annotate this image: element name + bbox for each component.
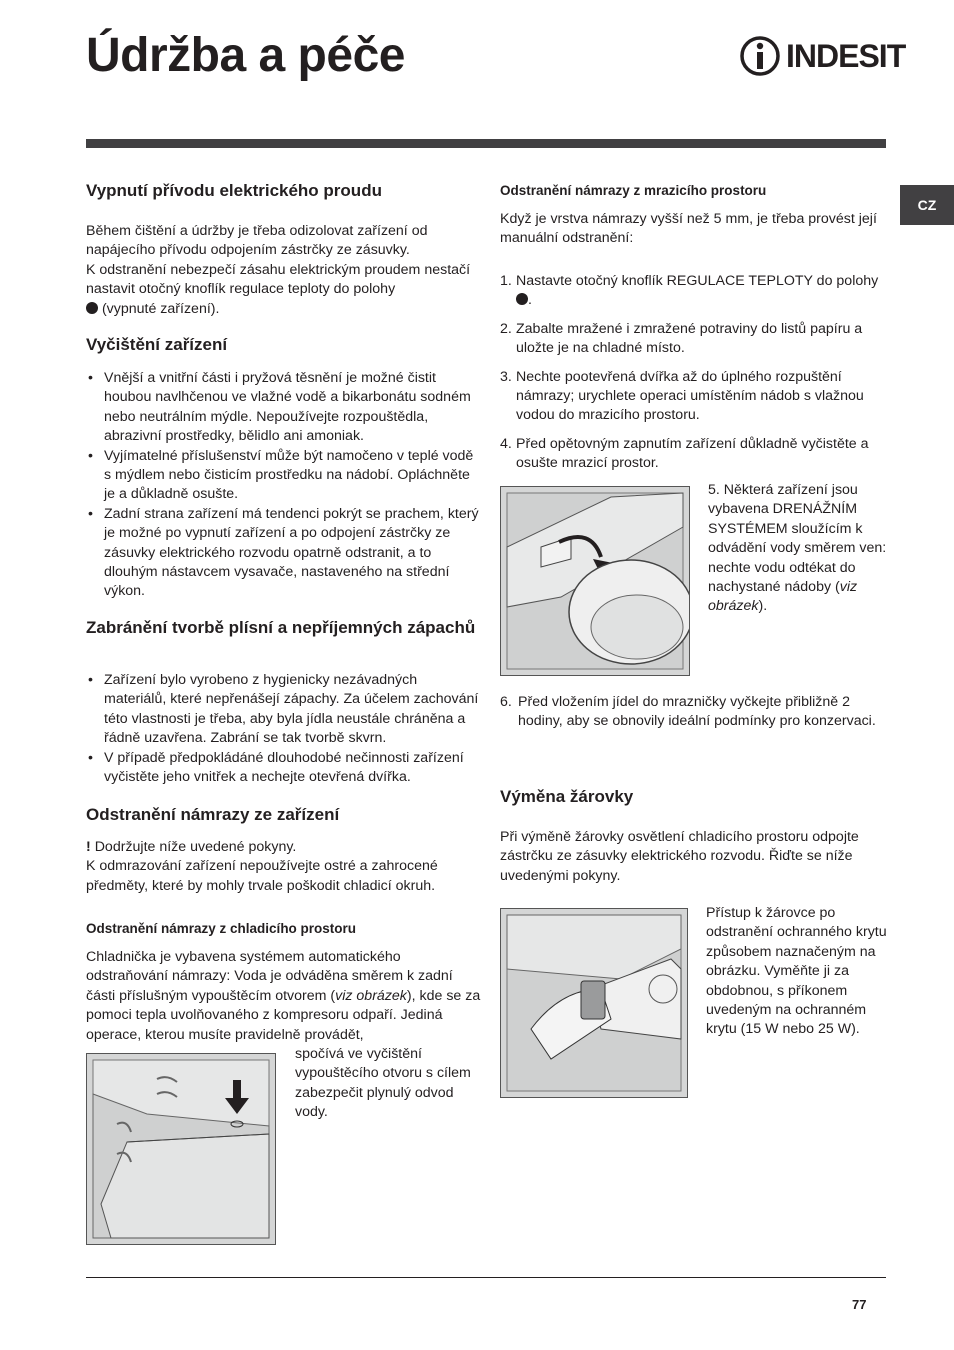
fridge-defrost-side-text: spočívá ve vyčištění vypouštěcího otvoru s cílem zabezpečit plynulý odvod vody. — [295, 1046, 471, 1121]
step-text: Nechte pootevřená dvířka až do úplného rozpuštění námrazy; urychlete operaci umístěním nádob s vlažnou vodou do mrazicího prostoru. — [516, 368, 864, 424]
step-number: 3. — [500, 368, 512, 385]
list-item — [500, 435, 890, 474]
section-heading-freezer-defrost: Odstranění námrazy z mrazicího prostoru — [500, 183, 767, 198]
list-item — [500, 320, 890, 359]
section-heading-mold-prevention: Zabránění tvorbě plísní a nepříjemných zápachů — [86, 618, 476, 637]
section-heading-cleaning: Vyčištění zařízení — [86, 335, 228, 354]
fridge-defrost-see-figure: viz obrázek — [335, 987, 407, 1004]
list-item — [500, 693, 890, 732]
section-heading-fridge-defrost: Odstranění námrazy z chladicího prostoru — [86, 921, 357, 936]
list-item: • Zadní strana zařízení má tendenci pokrýt se prachem, který je možné po vypnutí zařízení a po odpojení zástrčky ze zásuvky elektrického rozvodu opatrně odstranit, a to dlouhým nástavcem vysavače, nastaveného na střední výkon. — [86, 505, 481, 602]
list-item: • V případě předpokládáné dlouhodobé nečinnosti zařízení vyčistěte jeho vnitřek a nechejte otevřená dvířka. — [86, 749, 481, 788]
freezer-drain-illustration — [500, 486, 690, 676]
power-off-paragraph-2-text: K odstranění nebezpečí zásahu elektrickým proudem nestačí nastavit otočný knoflík regulace teploty do polohy — [86, 261, 471, 298]
step-text: Před opětovným zapnutím zařízení důkladně vyčistěte a osušte mrazicí prostor. — [516, 435, 869, 472]
step-text: Zabalte mražené i zmražené potraviny do listů papíru a uložte je na chladné místo. — [516, 320, 863, 357]
list-item: • Vyjímatelné příslušenství může být namočeno v teplé vodě s mýdlem nebo čisticím prostředku na nádobí. Opláchněte je a důkladně osušte. — [86, 447, 481, 505]
power-off-text — [86, 222, 481, 319]
fridge-drain-hole-illustration — [86, 1053, 276, 1245]
step-number: 2. — [500, 320, 512, 337]
footer-divider — [86, 1277, 886, 1278]
list-item: • Zařízení bylo vyrobeno z hygienicky nezávadných materiálů, které nepřenášejí zápachy. Za účelem zachování této vlastnosti je třeba, aby byla jídla neustále chráněna a řádně uzavřena. Zabrání se tak tvorbě skvrn. — [86, 671, 481, 749]
defrost-warning-text: Dodržujte níže uvedené pokyny. — [94, 839, 297, 855]
section-heading-defrost: Odstranění námrazy ze zařízení — [86, 805, 340, 824]
freezer-step-6 — [500, 693, 890, 732]
defrost-warning — [86, 838, 481, 857]
defrost-paragraph: K odmrazování zařízení nepoužívejte ostré a zahrocené předměty, které by mohly trvale poškodit chladicí okruh. — [86, 858, 438, 894]
step-5-see-figure: viz obrázek — [708, 579, 858, 615]
page-title: Údržba a péče — [86, 29, 405, 82]
power-off-paragraph-2-end: (vypnuté zařízení). — [101, 300, 220, 317]
cleaning-list — [86, 369, 481, 602]
list-item: 1. Nastavte otočný knoflík REGULACE TEPLOTY do polohy . — [500, 273, 879, 309]
page-number: 77 — [852, 1297, 867, 1312]
power-off-paragraph-1: Během čištění a údržby je třeba odizolovat zařízení od napájecího přívodu odpojením zástrčky ze zásuvky. — [86, 223, 428, 259]
brand-name: INDESIT — [786, 38, 906, 74]
section-heading-bulb-replacement: Výměna žárovky — [500, 787, 634, 806]
off-position-icon — [516, 293, 528, 305]
warning-icon: ! — [86, 839, 91, 855]
step-number: 4. — [500, 435, 512, 452]
fridge-defrost-text: Chladnička je vybavena systémem automatického odstraňování námrazy: Voda je odváděna směrem k zadní části příslušným vypouštěcím otvorem ( — [86, 949, 453, 1004]
list-item: • Vnější a vnitřní části i pryžová těsnění je možné čistit houbou navlhčenou ve vlažné vodě a bikarbonátu sodném nebo neutrálním mýdle. Nepoužívejte rozpouštědla, abrazivní prostředky, bělidlo ani amoniak. — [86, 369, 481, 447]
step-text: Před vložením jídel do mrazničky vyčkejte přibližně 2 hodiny, aby se obnovily ideální podmínky pro konzervaci. — [518, 694, 876, 730]
power-off-paragraph-2 — [86, 261, 481, 319]
step-5-end: ). — [758, 598, 768, 615]
step-5-text: 5. Některá zařízení jsou vybavena DRENÁŽNÍM SYSTÉMEM sloužícím k odvádění vody směrem ven: nechte vodu odtékat do nachystané nádoby ( — [708, 482, 887, 596]
indesit-logo — [740, 34, 910, 78]
step-number: 6. — [500, 694, 512, 710]
step-number: 1. — [500, 273, 512, 289]
mold-list — [86, 671, 481, 787]
freezer-defrost-intro: Když je vrstva námrazy vyšší než 5 mm, je třeba provést její manuální odstranění: — [500, 211, 877, 247]
freezer-defrost-steps — [500, 272, 890, 474]
defrost-text — [86, 838, 481, 896]
header-divider-bar — [86, 139, 886, 148]
bulb-replacement-paragraph: Při výměně žárovky osvětlení chladicího prostoru odpojte zástrčku ze zásuvky elektrického rozvodu. Řiďte se níže uvedenými pokyny. — [500, 829, 859, 884]
list-item — [500, 368, 890, 426]
language-tab: CZ — [900, 185, 954, 225]
fridge-defrost-text-cont: ), kde se za pomoci tepla uvolňovaného z kompresoru odpaří. Jediná operace, kterou musíte pravidelně provádět, — [86, 987, 481, 1043]
off-position-icon — [86, 302, 98, 314]
section-heading-power-off: Vypnutí přívodu elektrického proudu — [86, 181, 382, 200]
step-text: Nastavte otočný knoflík REGULACE TEPLOTY do polohy — [516, 273, 879, 289]
bulb-cover-illustration — [500, 908, 688, 1098]
fridge-defrost-paragraph — [86, 948, 481, 1045]
bulb-replacement-side-text: Přístup k žárovce po odstranění ochranného krytu způsobem naznačeným na obrázku. Vyměňte ji za obdobnou, s příkonem uvedeným na ochranném krytu (15 W nebo 25 W). — [706, 905, 887, 1038]
freezer-step-5 — [708, 481, 890, 617]
